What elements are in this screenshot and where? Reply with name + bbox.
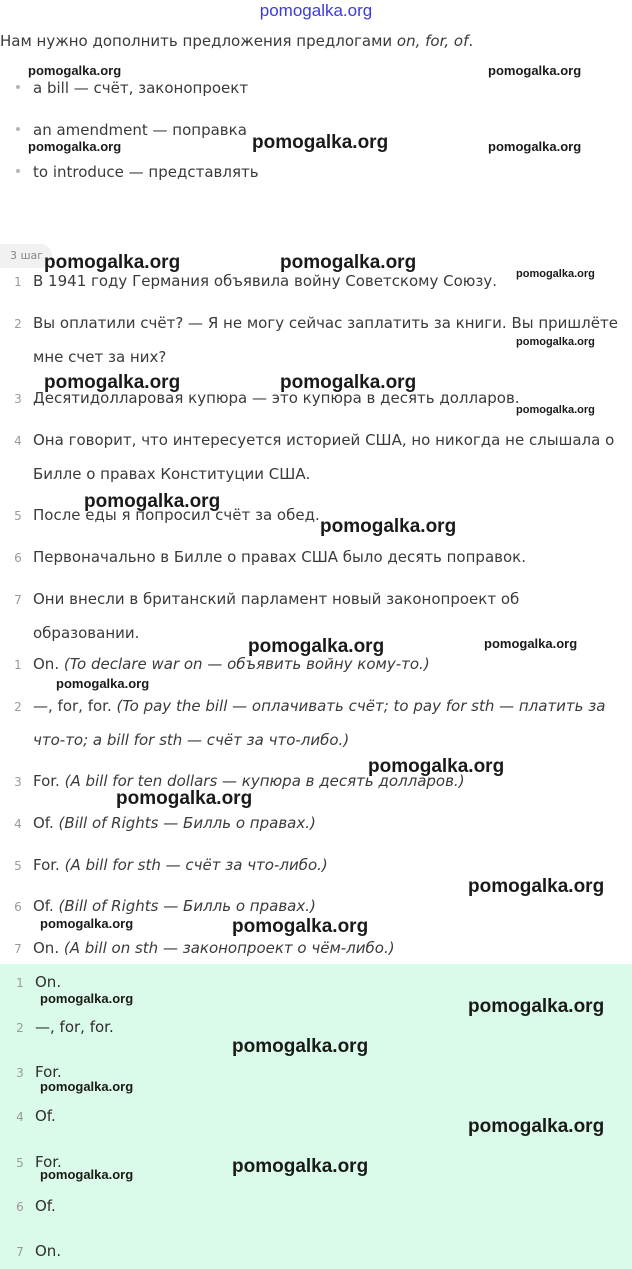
answer-text: Of. (35, 1107, 56, 1125)
watermark: pomogalka.org (248, 636, 385, 657)
site-logo[interactable]: pomogalka.org (259, 1, 373, 20)
sentence-line: Она говорит, что интересуется историей США, но никогда не слышала о (33, 431, 615, 449)
watermark: pomogalka.org (232, 916, 369, 937)
watermark: pomogalka.org (56, 676, 150, 691)
watermark: pomogalka.org (232, 1036, 369, 1057)
explanation-line (33, 731, 349, 749)
answer-text: For. (35, 1153, 62, 1171)
watermark: pomogalka.org (40, 1167, 134, 1182)
watermark: pomogalka.org (280, 252, 417, 273)
sentence-number: 3 (14, 392, 22, 406)
watermark: pomogalka.org (232, 1156, 369, 1177)
watermark: pomogalka.org (468, 1116, 605, 1137)
watermark: pomogalka.org (84, 491, 221, 512)
vocab-text: a bill — счёт, законопроект (33, 79, 249, 97)
explanation-answer: For. (33, 856, 65, 874)
bullet-dot-icon (16, 127, 20, 131)
explanation-note: (To pay the bill — оплачивать счёт; to pay for sth — платить за (116, 697, 606, 715)
explanation-note: (A bill for sth — счёт за что-либо.) (64, 856, 328, 874)
explanation-answer: For. (33, 772, 65, 790)
answer-number: 1 (16, 976, 24, 990)
watermark: pomogalka.org (40, 916, 134, 931)
sentence-line: Вы оплатили счёт? — Я не могу сейчас заплатить за книги. Вы пришлёте (33, 314, 618, 332)
watermark: pomogalka.org (44, 372, 181, 393)
explanation-number: 3 (14, 775, 22, 789)
explanation-note: (To declare war on — объявить войну кому-то.) (63, 655, 430, 673)
answer-number: 3 (16, 1066, 24, 1080)
watermark: pomogalka.org (488, 63, 582, 78)
answer-text: For. (35, 1063, 62, 1081)
sentence-line: Билле о правах Конституции США. (33, 465, 311, 483)
watermark: pomogalka.org (516, 336, 595, 348)
watermark: pomogalka.org (252, 132, 389, 153)
answer-text: On. (35, 973, 62, 991)
watermark: pomogalka.org (516, 268, 595, 280)
answer-number: 6 (16, 1200, 24, 1214)
watermark: pomogalka.org (280, 372, 417, 393)
watermark: pomogalka.org (44, 252, 181, 273)
explanation-note: (A bill on sth — законопроект о чём-либо.) (63, 939, 395, 957)
explanation-answer: On. (33, 939, 64, 957)
watermark: pomogalka.org (468, 876, 605, 897)
intro-text: Нам нужно дополнить предложения предлогами (0, 32, 397, 50)
sentence-number: 4 (14, 434, 22, 448)
sentence-line: После еды я попросил счёт за обед. (33, 506, 320, 524)
bullet-dot-icon (16, 85, 20, 89)
watermark: pomogalka.org (40, 1079, 134, 1094)
explanation-answer: On. (33, 655, 64, 673)
intro-period: . (468, 32, 474, 50)
watermark: pomogalka.org (516, 404, 595, 416)
bullet-dot-icon (16, 169, 20, 173)
explanation-line (33, 897, 316, 915)
explanation-line (33, 939, 395, 957)
sentence-number: 1 (14, 275, 22, 289)
answer-number: 2 (16, 1021, 24, 1035)
explanation-number: 7 (14, 942, 22, 956)
answer-text: —, for, for. (35, 1018, 114, 1036)
sentence-number: 7 (14, 593, 22, 607)
vocab-text: to introduce — представлять (33, 163, 259, 181)
sentence-line: Десятидолларовая купюра — это купюра в десять долларов. (33, 389, 520, 407)
watermark: pomogalka.org (28, 139, 122, 154)
explanation-note: (Bill of Rights — Билль о правах.) (58, 897, 316, 915)
watermark: pomogalka.org (320, 516, 457, 537)
vocab-item (16, 121, 247, 139)
intro-prepositions: on, for, of (396, 32, 469, 50)
watermark: pomogalka.org (368, 756, 505, 777)
vocab-text: an amendment — поправка (33, 121, 247, 139)
vocab-item (16, 163, 259, 181)
explanation-answer: —, for, for. (33, 697, 117, 715)
sentence-line: мне счет за них? (33, 348, 167, 366)
sentence-number: 5 (14, 509, 22, 523)
sentence-line: Они внесли в британский парламент новый законопроект об (33, 590, 520, 608)
task-intro (0, 32, 473, 50)
watermark: pomogalka.org (40, 991, 134, 1006)
explanation-answer: Of. (33, 897, 59, 915)
explanation-line (33, 697, 605, 715)
answer-text: On. (35, 1242, 62, 1260)
watermark: pomogalka.org (116, 788, 253, 809)
answer-number: 4 (16, 1110, 24, 1124)
explanation-answer: Of. (33, 814, 59, 832)
explanation-number: 6 (14, 900, 22, 914)
watermark: pomogalka.org (468, 996, 605, 1017)
sentence-number: 6 (14, 551, 22, 565)
sentence-number: 2 (14, 317, 22, 331)
explanation-line (33, 856, 328, 874)
explanation-note: (Bill of Rights — Билль о правах.) (58, 814, 316, 832)
explanation-number: 5 (14, 859, 22, 873)
explanation-line (33, 814, 316, 832)
explanation-note: (A bill for ten dollars — купюра в десять долларов.) (64, 772, 465, 790)
watermark: pomogalka.org (488, 139, 582, 154)
watermark: pomogalka.org (28, 63, 122, 78)
answer-number: 5 (16, 1156, 24, 1170)
sentence-line: образовании. (33, 624, 140, 642)
sentence-line: Первоначально в Билле о правах США было десять поправок. (33, 548, 526, 566)
explanation-note: что-то; a bill for sth — счёт за что-либо.) (33, 731, 350, 749)
answer-number: 7 (16, 1245, 24, 1259)
explanation-number: 2 (14, 700, 22, 714)
step-badge: 3 шаг (0, 244, 52, 268)
sentence-line: В 1941 году Германия объявила войну Советскому Союзу. (33, 272, 498, 290)
explanation-number: 4 (14, 817, 22, 831)
answer-text: Of. (35, 1197, 56, 1215)
watermark: pomogalka.org (484, 636, 578, 651)
vocab-item (16, 79, 248, 97)
explanation-number: 1 (14, 658, 22, 672)
